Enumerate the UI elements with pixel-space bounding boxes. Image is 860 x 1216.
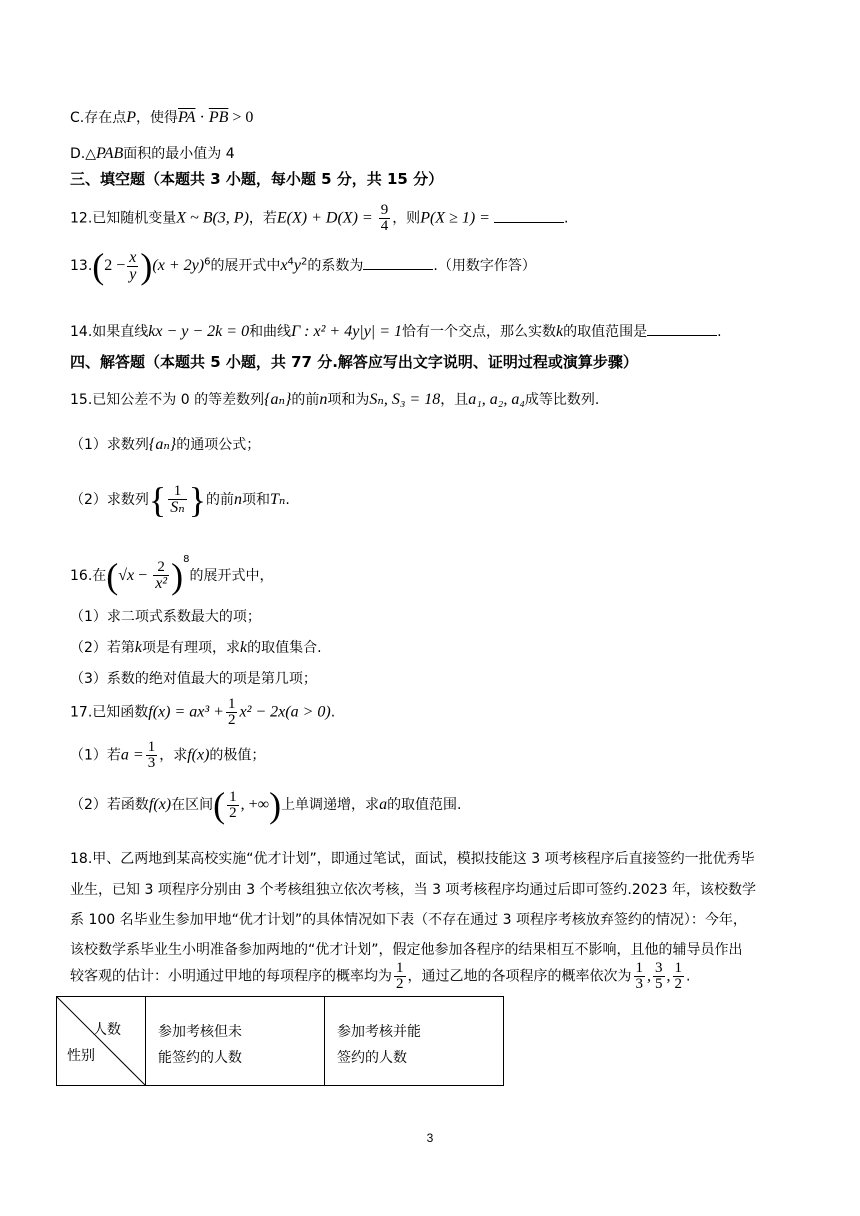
q17-part2 (70, 787, 462, 823)
q12-expr3: P(X ≥ 1) = (420, 209, 494, 227)
q17-p1-frac-den: 3 (147, 755, 156, 771)
q16-frac-den: x² (155, 575, 168, 592)
col2-line1: 参加考核并能 (337, 1024, 421, 1040)
q16-left-paren: ( (106, 556, 119, 596)
q13-right-paren: ) (140, 246, 153, 286)
q18-frac1 (634, 961, 646, 992)
table-row (57, 997, 504, 1086)
table-header-col2 (325, 997, 504, 1086)
q17-p2-frac-num: 1 (229, 788, 237, 805)
q17-frac-num: 1 (227, 696, 236, 712)
q15-right-brace: } (188, 480, 206, 520)
q15-left-brace: { (148, 480, 167, 520)
q17-p1-end: 的极值； (209, 747, 266, 764)
q18-line4: 该校数学系毕业生小明准备参加两地的“优才计划”，假定他参加各程序的结果相互不影响，且他的辅导员作出 (70, 942, 743, 958)
q17-part1 (70, 740, 265, 771)
q12-expr2: E(X) + D(X) = (276, 209, 377, 227)
vector-pa: $\overline{PA}$ (178, 109, 196, 126)
q17-p1-f: f(x) (187, 746, 210, 764)
q12-frac-den: 4 (380, 218, 389, 234)
q14-end: . (717, 324, 722, 340)
q15-p1-seq: {aₙ} (148, 436, 177, 453)
q15-fraction (168, 484, 186, 516)
col2-line2: 签约的人数 (337, 1050, 407, 1066)
q17-fraction (226, 697, 238, 728)
q12-mid2: ，则 (392, 210, 421, 227)
q16-p2-c: 的取值集合. (247, 640, 322, 656)
option-c-mid: ，使得 (136, 110, 179, 126)
q18-frac-den: 2 (396, 976, 404, 992)
q13-term-exp2: 2 (301, 256, 308, 268)
section4-title: 四、解答题（本题共 5 小题，共 77 分.解答应写出文字说明、证明过程或演算步骤） (70, 353, 638, 371)
q18-data-table (56, 996, 504, 1086)
q17-p2-fraction (227, 790, 239, 821)
q18-frac2-den: 5 (655, 976, 663, 992)
q12-mid: ，若 (248, 210, 277, 227)
q14-var: k (555, 323, 564, 340)
q18-frac3-num: 1 (674, 960, 682, 976)
q12-answer-blank[interactable] (494, 210, 564, 223)
q17-p2-text: 在区间 (171, 797, 214, 813)
q15-seq: {aₙ} (264, 391, 292, 408)
q18-line3: 系 100 名毕业生参加甲地“优才计划”的具体情况如下表（不存在通过 3 项程序考核放弃签约的情况）：今年， (70, 912, 747, 928)
q15-frac-num: 1 (168, 484, 186, 500)
q15-p2-label: （2）求数列 (70, 492, 149, 508)
q16-minus: − (134, 567, 152, 584)
option-c-tail: > 0 (228, 109, 254, 126)
q17-frac-den: 2 (227, 712, 236, 728)
q17-p1-a: a = (120, 746, 144, 764)
q18-line5-end: . (686, 968, 691, 985)
q13-two: 2 − (104, 257, 126, 274)
q17-p2-a: a (379, 796, 388, 813)
option-d (70, 146, 235, 162)
q18-frac3 (673, 961, 685, 992)
corner-top-label: 人数 (93, 1022, 121, 1038)
q14-text3: 恰有一个交点，那么实数 (401, 324, 556, 340)
q17-expr-a: f(x) = ax³ + (148, 703, 224, 721)
q15-text3: 项和为 (327, 392, 370, 408)
option-d-text: 面积的最小值为 4 (123, 146, 235, 162)
table-corner-cell (57, 997, 146, 1086)
q12-fraction (379, 203, 391, 234)
question-14 (70, 323, 722, 340)
q14-expr1: kx − y − 2k = 0 (148, 323, 250, 340)
option-c-label: C.存在点 (70, 110, 127, 126)
q15-text5: 成等比数列. (524, 392, 600, 408)
q13-exp: 6 (204, 256, 211, 268)
q18-line2: 业生，已知 3 项程序分别由 3 个考核组独立依次考核，当 3 项考核程序均通过后即可签约.2023 年，该校数学 (70, 882, 756, 898)
q15-p2-n: n (233, 491, 242, 508)
dot-operator: · (195, 109, 209, 126)
q13-num: 13. (70, 258, 93, 274)
col1-line1: 参加考核但未 (158, 1024, 242, 1040)
q17-p2-f: f(x) (148, 796, 172, 813)
q13-term-x: x (280, 257, 288, 274)
q16-sqrt: √x (118, 567, 135, 584)
q16-fraction (153, 560, 169, 592)
q16-p2-k: k (134, 639, 143, 656)
q18-frac-num: 1 (396, 960, 404, 976)
q15-p1-text: 的通项公式； (176, 437, 261, 453)
q17-p2-frac-den: 2 (229, 804, 237, 821)
q16-frac-num: 2 (153, 560, 169, 576)
q17-p1-frac-num: 1 (147, 739, 156, 755)
q17-end: . (330, 704, 336, 721)
q16-p2-b: 项是有理项，求 (142, 640, 241, 656)
q15-part2 (70, 482, 290, 518)
q14-text1: 14.如果直线 (70, 324, 149, 340)
table-header-col1 (146, 997, 325, 1086)
question-16 (70, 555, 273, 594)
q15-text4: ，且 (440, 392, 469, 408)
q18-line5-b: ，通过乙地的各项程序的概率依次为 (407, 968, 632, 985)
q13-answer-blank[interactable] (363, 257, 433, 270)
q15-expr2: a₁, a₂, a₄ (468, 391, 525, 408)
q13-frac-num: x (129, 248, 137, 266)
corner-bottom-label: 性别 (67, 1048, 95, 1064)
q16-part2 (70, 640, 322, 656)
q15-p2-text2: 项和 (241, 492, 270, 508)
q17-p1-fraction (146, 740, 158, 771)
q17-p1-label: （1）若 (70, 747, 121, 764)
q17-p2-label: （2）若函数 (70, 797, 149, 813)
q18-frac2-num: 3 (655, 960, 663, 976)
q13-text3: .（用数字作答） (433, 258, 536, 274)
page-number: 3 (426, 1131, 434, 1145)
q17-expr-b: x² − 2x(a > 0) (239, 703, 331, 721)
q17-p1-text: ，求 (159, 747, 188, 764)
q12-text: 12.已知随机变量 (70, 210, 177, 227)
option-c-var: P (126, 109, 137, 126)
q12-frac-num: 9 (380, 202, 389, 218)
q17-p2-inf: , +∞ (240, 796, 270, 813)
q15-p2-text1: 的前 (205, 492, 234, 508)
q18-line5-a: 较客观的估计：小明通过甲地的每项程序的概率均为 (70, 968, 392, 985)
q16-p2-a: （2）若第 (70, 640, 135, 656)
q17-p2-text2: 上单调递增，求 (281, 797, 380, 813)
q13-text1: 的展开式中 (210, 258, 281, 274)
q16-p2-k2: k (240, 639, 248, 656)
q16-text2: 的展开式中， (189, 568, 274, 584)
q13-frac-den: y (129, 265, 137, 283)
question-12 (70, 203, 568, 234)
option-c (70, 110, 253, 126)
q17-right-paren: ) (269, 785, 282, 825)
question-15 (70, 392, 599, 408)
q18-line1: 18.甲、乙两地到某高校实施“优才计划”，即通过笔试，面试，模拟技能这 3 项考核程序后直接签约一批优秀毕 (70, 851, 755, 867)
q17-left-paren: ( (213, 785, 226, 825)
option-d-var: PAB (96, 145, 124, 162)
q13-text2: 的系数为 (307, 258, 364, 274)
q18-frac2 (653, 961, 665, 992)
q13-term-y: y (293, 257, 302, 274)
question-17 (70, 697, 335, 728)
question-13 (70, 248, 536, 284)
q12-expr1: X ~ B(3, P) (176, 209, 249, 227)
q18-frac1-den: 3 (635, 976, 643, 992)
q16-right-paren: ) (171, 556, 184, 596)
q18-frac3-den: 2 (674, 976, 682, 992)
q13-fraction (127, 250, 138, 283)
q18-frac1-num: 1 (635, 960, 643, 976)
q14-answer-blank[interactable] (647, 323, 717, 336)
q15-frac-den: Sₙ (170, 499, 185, 516)
diagonal-line (57, 997, 145, 1085)
q15-p2-T: Tₙ (269, 491, 286, 508)
q15-text2: 的前 (291, 392, 320, 408)
q15-p2-end: . (285, 492, 290, 508)
section3-title: 三、填空题（本题共 3 小题，每小题 5 分，共 15 分） (70, 170, 444, 188)
q13-left-paren: ( (92, 246, 105, 286)
option-d-label: D. (70, 146, 86, 162)
q12-end: . (563, 210, 569, 227)
q15-p1-label: （1）求数列 (70, 437, 149, 453)
q14-text2: 和曲线 (249, 324, 292, 340)
q16-part1: （1）求二项式系数最大的项； (70, 609, 261, 625)
q15-n: n (319, 391, 328, 408)
triangle-symbol: △ (85, 146, 97, 162)
q18-line5: 较客观的估计：小明通过甲地的每项程序的概率均为 $\frac{1}{2}$ ，通过乙地的各项程序的概率依次为 $\frac{1}{3}$ , $\frac{3}{5}$ , $\frac{1}{2}$ . (70, 960, 691, 992)
q17-p2-end: 的取值范围. (387, 797, 462, 813)
q15-part1 (70, 437, 260, 453)
q14-text4: 的取值范围是 (563, 324, 648, 340)
q17-text1: 17.已知函数 (70, 704, 149, 721)
q16-exp: 8 (183, 554, 190, 565)
q14-expr2: Γ : x² + 4y|y| = 1 (291, 323, 402, 340)
q16-text1: 16.在 (70, 568, 107, 584)
q13-expr: (x + 2y) (152, 257, 205, 274)
q15-text1: 15.已知公差不为 0 的等差数列 (70, 392, 265, 408)
vector-pb: $\overline{PB}$ (208, 109, 229, 126)
q13-term-exp1: 4 (287, 256, 294, 268)
q18-frac-half (394, 961, 406, 992)
q15-expr: Sₙ, S₃ = 18 (369, 391, 441, 408)
col1-line2: 能签约的人数 (158, 1050, 242, 1066)
q16-part3: （3）系数的绝对值最大的项是第几项； (70, 671, 317, 687)
